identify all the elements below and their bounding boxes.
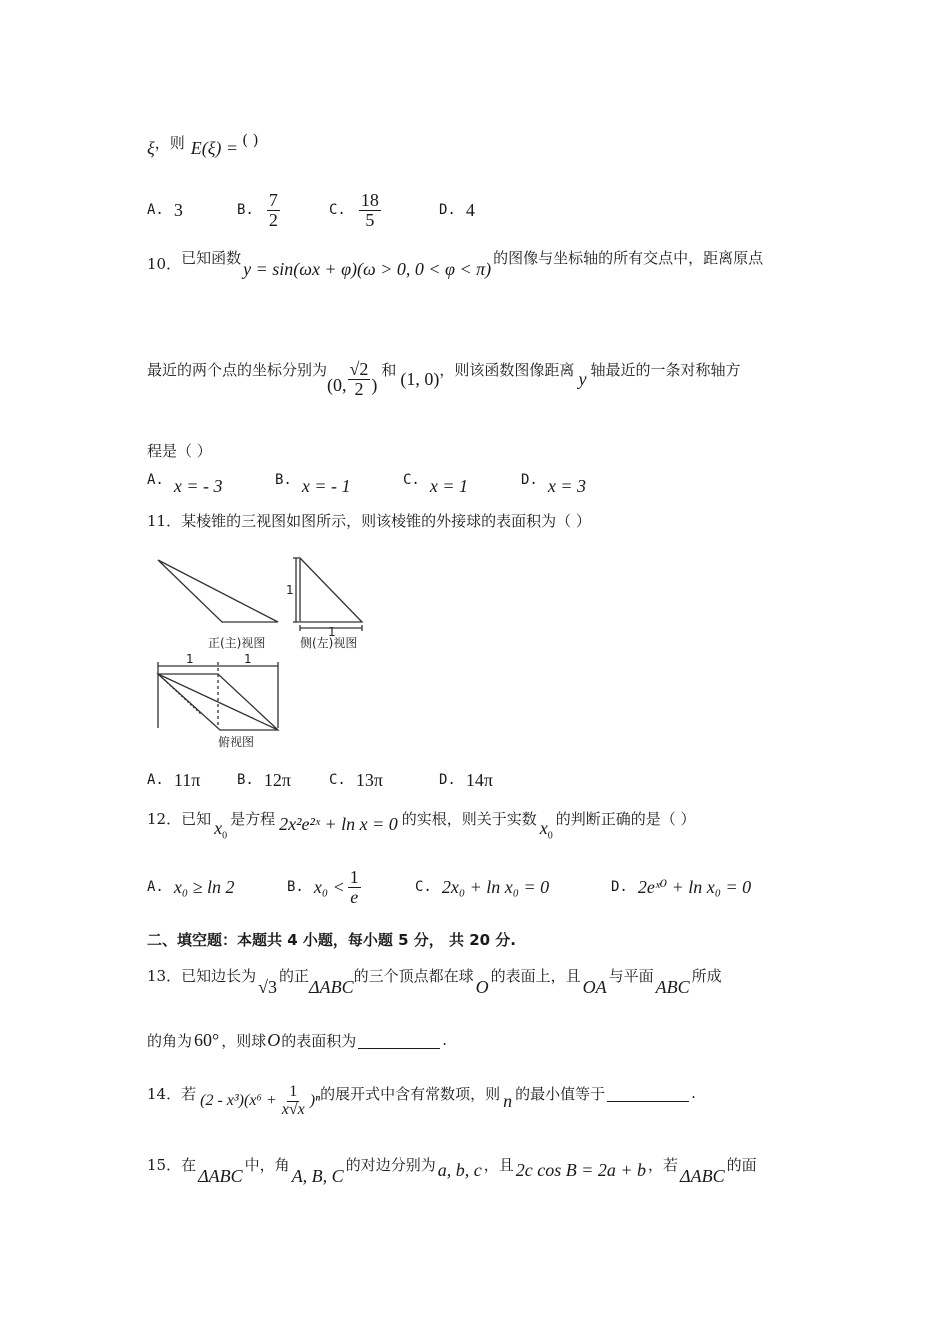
q15-triangle: ΔABC (198, 1165, 243, 1186)
q13-triangle: ΔABC (309, 976, 354, 997)
q10-text-2: 的图像与坐标轴的所有交点中，距离原点 (493, 248, 764, 267)
q10-y-var: y (578, 368, 587, 389)
q12-x0: $x_0$ (214, 818, 228, 842)
q11-text: 11．某棱锥的三视图如图所示，则该棱锥的外接球的表面积为（ ） (147, 511, 591, 530)
q12-text-4: 的判断正确的是（ ） (555, 809, 696, 828)
three-view-diagram (150, 550, 380, 755)
q14-expr-a: (2 - x³)(x⁶ + (200, 1092, 277, 1109)
option-label: D. (521, 472, 538, 488)
option-label: D. (439, 202, 456, 218)
q9-option-c (329, 191, 439, 230)
q14-answer-blank[interactable] (607, 1085, 689, 1102)
option-label: C. (329, 772, 346, 788)
q13-ABC: ABC (655, 976, 690, 997)
q13-text-1: 已知边长为 (181, 966, 257, 985)
q13-line-2 (147, 1026, 447, 1054)
top-view-caption: 俯视图 (218, 735, 255, 749)
q9-expectation: E(ξ) = (190, 137, 239, 158)
q15-line (147, 1152, 757, 1188)
option-label: C. (415, 879, 432, 895)
fraction-num: 18 (360, 189, 379, 210)
q15-text-5: ，若 (648, 1155, 679, 1174)
q12-x0-2: $x_0$ (539, 818, 553, 842)
q12-line (147, 806, 696, 842)
x0-base: x (214, 818, 223, 839)
option-fraction (348, 868, 361, 907)
q13-OA: OA (582, 976, 607, 997)
q13-text-5: 与平面 (608, 966, 654, 985)
q14-text-4: . (691, 1084, 696, 1102)
q15-text-2: 中，角 (244, 1155, 290, 1174)
option-value: x = - 3 (173, 475, 223, 496)
q13-number: 13． (147, 966, 182, 985)
q10-function: y = sin(ωx + φ)(ω > 0, 0 < φ < π) (243, 258, 492, 279)
fraction-num: 1 (289, 1082, 298, 1100)
q15-sides: a, b, c (437, 1159, 482, 1180)
q15-text-1: 在 (181, 1155, 197, 1174)
q11-option-c (329, 770, 439, 791)
side-view-shape (300, 558, 362, 622)
q10-point-1-post: ) (371, 374, 378, 395)
section-2-heading (147, 928, 516, 950)
q14-number: 14． (147, 1084, 182, 1103)
option-value: x = 3 (547, 475, 586, 496)
option-value: 13π (355, 769, 383, 790)
q12-option-d (611, 877, 751, 898)
q10-number: 10． (147, 254, 182, 273)
option-label: A. (147, 472, 164, 488)
q15-number: 15． (147, 1155, 182, 1174)
option-fraction (267, 191, 280, 230)
q13-text-9: 的表面积为 (281, 1031, 357, 1050)
q9-option-d (439, 200, 475, 221)
q14-expr-b: )ⁿ (309, 1092, 321, 1109)
fraction-den: 2 (354, 378, 364, 399)
option-value: 2x₀ + ln x₀ = 0 (441, 876, 550, 897)
q9-options (147, 186, 847, 234)
fraction-den: x√x (281, 1100, 305, 1118)
q10-option-d (521, 472, 586, 497)
q10-options (147, 472, 586, 500)
option-label: A. (147, 879, 164, 895)
q13-O: O (475, 976, 489, 997)
q10-text-3: 最近的两个点的坐标分别为 (147, 360, 328, 379)
option-value: x = - 1 (301, 475, 351, 496)
option-value: x₀ < (313, 876, 345, 897)
q12-option-c (415, 877, 611, 898)
q9-option-a (147, 200, 237, 221)
q10-point-2: (1, 0) (400, 368, 440, 389)
option-label: B. (287, 879, 304, 895)
option-value: 11π (173, 769, 201, 790)
option-label: A. (147, 772, 164, 788)
q15-text-6: 的面 (726, 1155, 757, 1174)
fraction-num: 7 (268, 189, 278, 210)
side-view-caption: 侧(左)视图 (300, 636, 358, 650)
q13-line-1 (147, 962, 722, 1000)
q12-text-1: 已知 (181, 809, 212, 828)
q11-option-d (439, 770, 493, 791)
top-view-dim-label-left: 1 (186, 652, 194, 666)
q13-text-2: 的正 (279, 966, 310, 985)
q15-text-4: ，且 (483, 1155, 514, 1174)
option-label: D. (611, 879, 628, 895)
q9-tail-text: ，则 (154, 133, 185, 152)
q12-text-2: 是方程 (230, 809, 276, 828)
q10-line-2 (147, 352, 740, 406)
q12-option-b (287, 868, 415, 907)
option-label: A. (147, 202, 164, 218)
option-value: 2eˣ⁰ + ln x₀ = 0 (637, 876, 752, 897)
option-value: 3 (173, 199, 183, 220)
top-view-dim-label-right: 1 (244, 652, 252, 666)
q13-text-8: ，则球 (221, 1031, 267, 1050)
x0-base: x (539, 818, 548, 839)
q14-text-2: 的展开式中含有常数项，则 (320, 1084, 501, 1103)
q10-option-b (275, 472, 403, 497)
q13-text-4: 的表面上，且 (490, 966, 581, 985)
option-value: 14π (465, 769, 493, 790)
q14-fraction (280, 1084, 307, 1119)
q11-option-b (237, 770, 329, 791)
option-value: x = 1 (429, 475, 468, 496)
front-view-shape (158, 560, 278, 622)
q13-text-7: 的角为 (147, 1031, 193, 1050)
fraction-den: e (350, 886, 359, 907)
q15-angles: A, B, C (291, 1165, 344, 1186)
q9-paren: ( ) (242, 131, 259, 149)
option-label: C. (329, 202, 346, 218)
option-value: 12π (263, 769, 291, 790)
q10-line-3 (147, 438, 212, 462)
section-2-text: 二、填空题：本题共 4 小题，每小题 5 分， 共 20 分. (147, 930, 517, 949)
q11-options (147, 766, 493, 794)
option-value: 4 (465, 199, 475, 220)
option-label: B. (237, 772, 254, 788)
option-label: C. (403, 472, 420, 488)
q12-equation: 2x²e²ˣ + ln x = 0 (279, 813, 398, 834)
fraction-num: 1 (349, 866, 359, 887)
q15-triangle-2: ΔABC (680, 1165, 725, 1186)
q14-text-1: 若 (181, 1084, 197, 1103)
q13-angle: 60° (194, 1029, 220, 1050)
q11-option-a (147, 770, 237, 791)
q10-option-a (147, 472, 275, 497)
q9-tail-line (147, 132, 259, 164)
q12-option-a (147, 877, 287, 898)
option-label: D. (439, 772, 456, 788)
q10-text-4: 和 (381, 360, 397, 379)
q11-question (147, 508, 591, 532)
option-value: x₀ ≥ ln 2 (173, 876, 235, 897)
q9-option-b (237, 191, 329, 230)
q13-text-6: 所成 (691, 966, 722, 985)
q13-sqrt3: √3 (258, 976, 277, 997)
fraction-den: 2 (268, 209, 278, 230)
fraction-num: √2 (349, 358, 369, 379)
q13-text-3: 的三个顶点都在球 (353, 966, 474, 985)
q13-text-10: . (442, 1031, 448, 1049)
option-label: B. (237, 202, 254, 218)
q12-options (147, 862, 751, 912)
option-label: B. (275, 472, 292, 488)
q10-line-1 (147, 246, 763, 280)
q10-text-1: 已知函数 (181, 248, 242, 267)
q10-point-1-fraction (348, 360, 371, 399)
fraction-den: 5 (365, 209, 375, 230)
q13-O-2: O (267, 1029, 281, 1050)
q10-text-7: 程是（ ） (147, 441, 212, 460)
q14-n: n (503, 1090, 513, 1111)
q14-text-3: 的最小值等于 (515, 1084, 606, 1103)
q10-option-c (403, 472, 521, 497)
q15-text-3: 的对边分别为 (345, 1155, 436, 1174)
front-view-caption: 正(主)视图 (208, 636, 266, 650)
option-fraction (359, 191, 381, 230)
q12-text-3: 的实根，则关于实数 (401, 809, 537, 828)
q10-text-6: 轴最近的一条对称轴方 (590, 360, 741, 379)
q10-point-1-pre: (0, (327, 374, 347, 395)
q10-text-5: ，则该函数图像距离 (439, 360, 575, 379)
q14-line (147, 1076, 696, 1126)
q12-number: 12． (147, 809, 182, 828)
side-view-bottom-dim-label: 1 (328, 625, 336, 639)
q15-equation: 2c cos B = 2a + b (515, 1159, 646, 1180)
q9-xi: ξ (147, 137, 155, 158)
side-view-dim-label: 1 (286, 583, 294, 597)
q13-answer-blank[interactable] (358, 1032, 440, 1049)
